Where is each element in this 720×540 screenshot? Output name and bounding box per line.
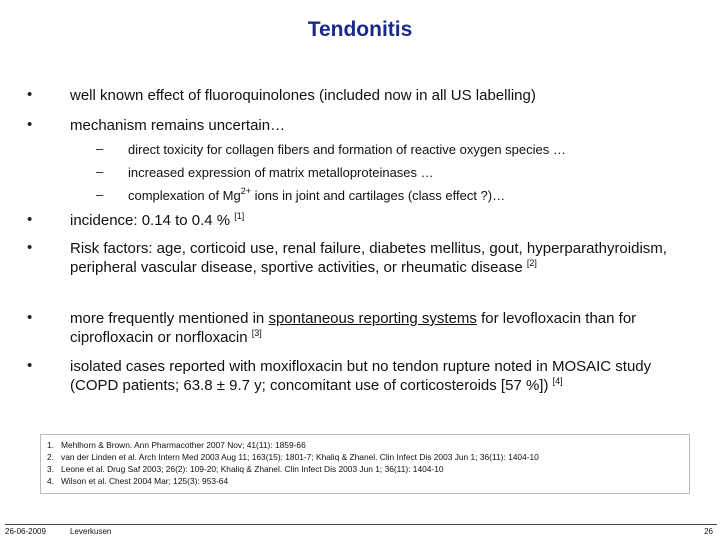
superscript: 2+ — [240, 186, 251, 196]
bullet-text: mechanism remains uncertain… — [70, 117, 286, 134]
reference-text: Mehlhorn & Brown. Ann Pharmacother 2007 Nov; 41(11): 1859-66 — [61, 440, 306, 450]
dash-marker: – — [96, 141, 104, 156]
reference-item — [47, 451, 683, 463]
bullet-marker: • — [27, 357, 33, 374]
references-box — [40, 434, 690, 494]
bullet-text-body: isolated cases reported with moxifloxacin but no tendon rupture noted in MOSAIC study (COPD patients; 63.8 ± 9.7 y; concomitant use of corticosteroids [57 %]) — [70, 358, 652, 394]
reference-number: 1. — [47, 440, 54, 450]
reference-number: 3. — [47, 464, 54, 474]
underlined-phrase: spontaneous reporting systems — [268, 310, 477, 327]
sub-bullet-text: direct toxicity for collagen fibers and formation of reactive oxygen species … — [128, 142, 566, 157]
bullet-text-body: Risk factors: age, corticoid use, renal failure, diabetes mellitus, gout, hyperparathyroidism, peripheral vascular disease, sportive activities, or rheumatic disease — [70, 240, 667, 276]
reference-item — [47, 475, 683, 487]
footer-location: Leverkusen — [70, 527, 112, 536]
reference-number: 4. — [47, 476, 54, 486]
bullet-text-post: for levofloxacin than for ciprofloxacin or norfloxacin — [70, 310, 637, 346]
footer-date: 26-06-2009 — [5, 527, 46, 536]
reference-number: 2. — [47, 452, 54, 462]
bullet-text — [70, 309, 690, 347]
bullet-text-body: incidence: 0.14 to 0.4 % — [70, 212, 235, 229]
sub-bullet-text: increased expression of matrix metalloproteinases … — [128, 165, 434, 180]
bullet-marker: • — [27, 239, 33, 256]
reference-text: Leone et al. Drug Saf 2003; 26(2): 109-20; Khaliq & Zhanel. Clin Infect Dis 2003 Jun 1; 36(11): 1404-10 — [61, 464, 444, 474]
bullet-text — [70, 357, 690, 395]
citation-marker: [1] — [234, 211, 245, 221]
bullet-text — [70, 239, 690, 277]
sub-bullet-text-post: ions in joint and cartilages (class effect ?)… — [251, 188, 506, 203]
bullet-marker: • — [27, 116, 33, 133]
bullet-text — [70, 211, 690, 230]
citation-marker: [2] — [526, 258, 537, 268]
bullet-marker: • — [27, 309, 33, 326]
bullet-marker: • — [27, 211, 33, 228]
bullet-text-pre: more frequently mentioned in — [70, 310, 269, 327]
reference-text: Wilson et al. Chest 2004 Mar; 125(3): 953-64 — [61, 476, 229, 486]
sub-bullet-text-pre: complexation of Mg — [128, 188, 241, 203]
bullet-marker: • — [27, 86, 33, 103]
dash-marker: – — [96, 187, 104, 202]
footer-divider — [5, 524, 717, 525]
reference-item — [47, 439, 683, 451]
dash-marker: – — [96, 164, 104, 179]
sub-bullet-text — [128, 187, 698, 204]
citation-marker: [4] — [552, 376, 563, 386]
reference-item — [47, 463, 683, 475]
bullet-text: well known effect of fluoroquinolones (included now in all US labelling) — [70, 87, 536, 104]
citation-marker: [3] — [251, 328, 262, 338]
page-title: Tendonitis — [307, 18, 413, 41]
reference-text: van der Linden et al. Arch Intern Med 2003 Aug 11; 163(15): 1801-7; Khaliq & Zhanel. Clin Infect Dis 2003 Jun 1; 36(11): 1404-10 — [61, 452, 539, 462]
page-number: 26 — [704, 527, 713, 536]
